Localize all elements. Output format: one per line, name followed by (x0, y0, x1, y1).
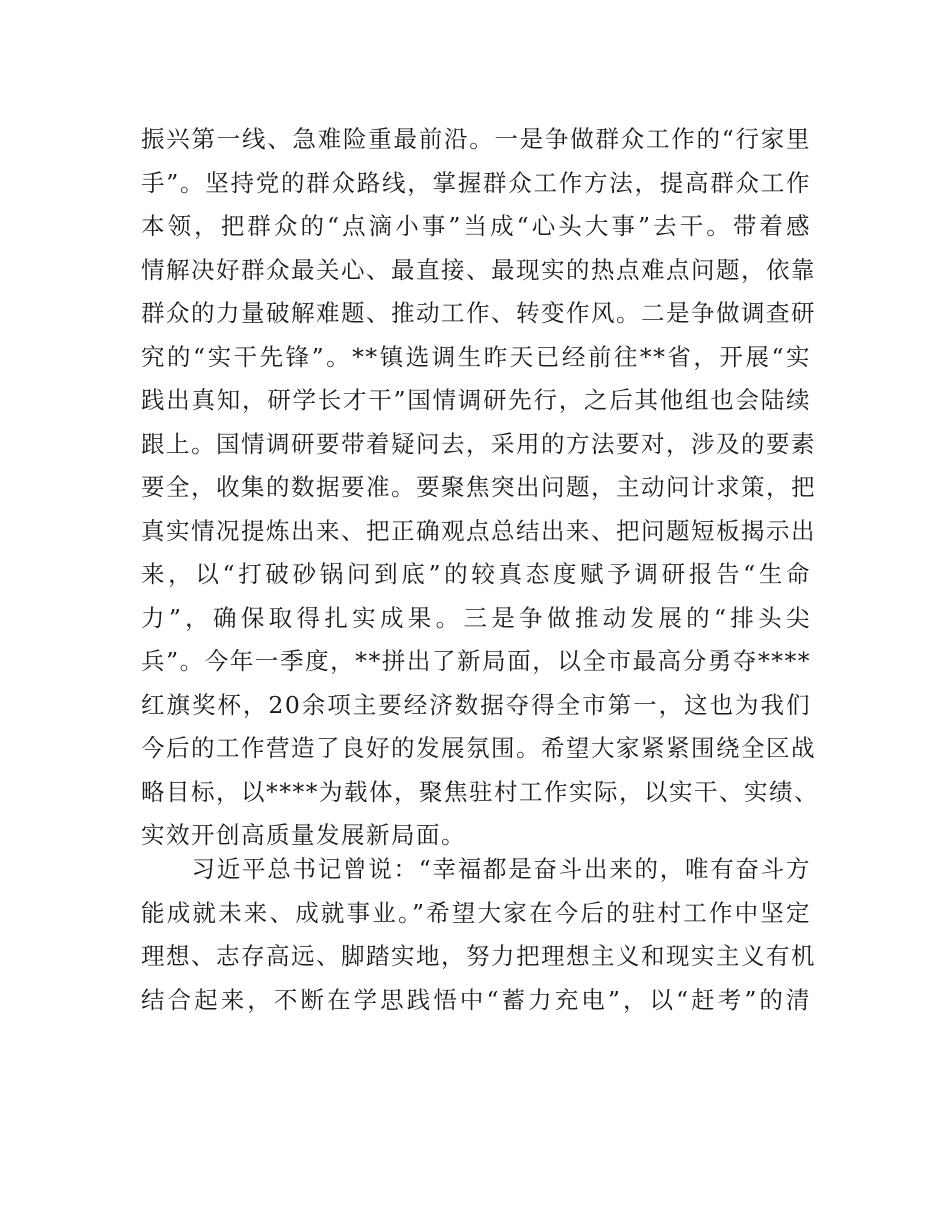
text-line: 真实情况提炼出来、把正确观点总结出来、把问题短板揭示出 (141, 516, 816, 545)
text-line: 振兴第一线、急难险重最前沿。一是争做群众工作的“行家里 (141, 125, 811, 153)
text-line: 能成就未来、成就事业。”希望大家在今后的驻村工作中坚定 (141, 898, 811, 927)
text-line: 来，以“打破砂锅问到底”的较真态度赋予调研报告“生命 (141, 560, 811, 588)
text-line: 力”，确保取得扎实成果。三是争做推动发展的“排头尖 (141, 603, 811, 632)
text-line: 跟上。国情调研要带着疑问去，采用的方法要对，涉及的要素 (141, 429, 816, 458)
text-line: 践出真知，研学长才干”国情调研先行，之后其他组也会陆续 (141, 386, 811, 414)
text-line: 兵”。今年一季度，**拼出了新局面，以全市最高分勇夺**** (141, 647, 811, 675)
text-line: 群众的力量破解难题、推动工作、转变作风。二是争做调查研 (141, 299, 816, 327)
text-line: 理想、志存高远、脚踏实地，努力把理想主义和现实主义有机 (141, 942, 816, 970)
text-line: 结合起来，不断在学思践悟中“蓄力充电”，以“赶考”的清 (141, 985, 811, 1014)
paragraph-1 (141, 118, 819, 858)
text-line: 本领，把群众的“点滴小事”当成“心头大事”去干。带着感 (141, 212, 811, 240)
text-line: 红旗奖杯，20余项主要经济数据夺得全市第一，这也为我们 (141, 690, 811, 719)
text-line: 今后的工作营造了良好的发展氛围。希望大家紧紧围绕全区战 (141, 734, 816, 762)
text-line: 手”。坚持党的群众路线，掌握群众工作方法，提高群众工作 (141, 168, 811, 197)
text-line: 情解决好群众最关心、最直接、最现实的热点难点问题，依靠 (141, 255, 816, 284)
text-line: 究的“实干先锋”。**镇选调生昨天已经前往**省，开展“实 (141, 342, 811, 371)
paragraph-2 (141, 848, 816, 1022)
text-line: 实效开创高质量发展新局面。 (141, 821, 466, 849)
text-line: 要全，收集的数据要准。要聚焦突出问题，主动问计求策，把 (141, 473, 816, 501)
text-line: 习近平总书记曾说：“幸福都是奋斗出来的，唯有奋斗方 (141, 855, 811, 883)
text-line: 略目标，以****为载体，聚焦驻村工作实际，以实干、实绩、 (141, 777, 819, 806)
